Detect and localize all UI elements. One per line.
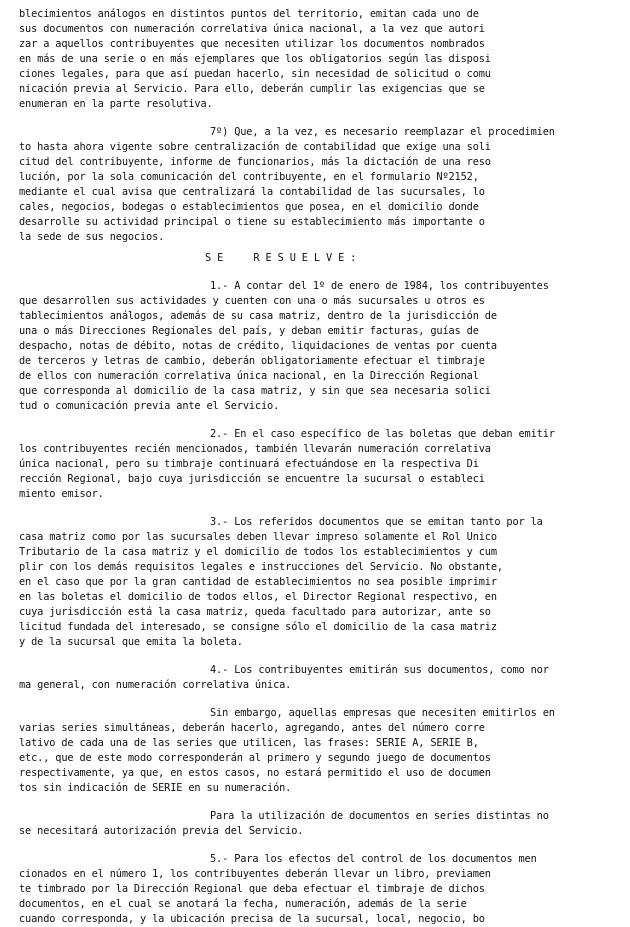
text-line: la sede de sus negocios. <box>19 231 165 243</box>
text-line: etc., que de este modo corresponderán al primero y segundo juego de documentos <box>19 752 491 764</box>
text-line: tud o comunicación previa ante el Servicio. <box>19 400 280 412</box>
text-line: se necesitará autorización previa del Servicio. <box>19 825 304 837</box>
text-line: Tributario de la casa matriz y el domicilio de todos los establecimientos y cum <box>19 546 497 558</box>
text-line: plir con los demás requisitos legales e instrucciones del Servicio. No obstante, <box>19 561 503 573</box>
text-line: tablecimientos análogos, además de su casa matriz, dentro de la jurisdicción de <box>19 310 497 322</box>
text-line: documentos, en el cual se anotará la fecha, numeración, además de la serie <box>19 898 467 910</box>
text-line: cionados en el número 1, los contribuyentes deberán llevar un libro, previamen <box>19 868 491 880</box>
text-line: sus documentos con numeración correlativa única nacional, a la vez que autori <box>19 23 485 35</box>
text-line: cales, negocios, bodegas o establecimientos que posea, en el domicilio donde <box>19 201 479 213</box>
text-line: en las boletas el domicilio de todos ellos, el Director Regional respectivo, en <box>19 591 497 603</box>
text-line: rección Regional, bajo cuya jurisdicción se encuentre la sucursal o estableci <box>19 473 485 485</box>
text-line: Para la utilización de documentos en series distintas no <box>210 810 549 822</box>
text-line: cuya jurisdicción está la casa matriz, queda facultado para autorizar, ante so <box>19 606 491 618</box>
text-line: ciones legales, para que así puedan hacerlo, sin necesidad de solicitud o comu <box>19 68 491 80</box>
text-line: una o más Direcciones Regionales del país, y deban emitir facturas, guías de <box>19 325 479 337</box>
text-line: y de la sucursal que emita la boleta. <box>19 636 243 648</box>
text-line: lución, por la sola comunicación del contribuyente, en el formulario Nº2152, <box>19 171 479 183</box>
text-line: miento emisor. <box>19 488 104 500</box>
text-line: to hasta ahora vigente sobre centralización de contabilidad que exige una soli <box>19 141 491 153</box>
text-line: 5.- Para los efectos del control de los documentos men <box>210 853 537 865</box>
text-line: tos sin indicación de SERIE en su numeración. <box>19 782 292 794</box>
text-line: te timbrado por la Dirección Regional que deba efectuar el timbraje de dichos <box>19 883 485 895</box>
text-line: 2.- En el caso específico de las boletas que deban emitir <box>210 428 555 440</box>
text-line: respectivamente, ya que, en estos casos, no estará permitido el uso de documen <box>19 767 491 779</box>
text-line: mediante el cual avisa que centralizará la contabilidad de las sucursales, lo <box>19 186 485 198</box>
text-line: zar a aquellos contribuyentes que necesiten utilizar los documentos nombrados <box>19 38 485 50</box>
text-line: 3.- Los referidos documentos que se emitan tanto por la <box>210 516 543 528</box>
text-line: única nacional, pero su timbraje continuará efectuándose en la respectiva Di <box>19 458 479 470</box>
text-line: 1.- A contar del 1º de enero de 1984, los contribuyentes <box>210 280 549 292</box>
text-line: ma general, con numeración correlativa única. <box>19 679 292 691</box>
text-line: casa matriz como por las sucursales deben llevar impreso solamente el Rol Unico <box>19 531 497 543</box>
text-line: 4.- Los contribuyentes emitirán sus documentos, como nor <box>210 664 549 676</box>
text-line: nicación previa al Servicio. Para ello, deberán cumplir las exigencias que se <box>19 83 485 95</box>
text-line: en más de una serie o en más ejemplares que los obligatorios según las disposi <box>19 53 491 65</box>
text-line: blecimientos análogos en distintos puntos del territorio, emitan cada uno de <box>19 8 479 20</box>
text-line: que corresponda al domicilio de la casa matriz, y sin que sea necesaria solici <box>19 385 491 397</box>
text-line: citud del contribuyente, informe de funcionarios, más la dictación de una reso <box>19 156 491 168</box>
text-line: de ellos con numeración correlativa única nacional, en la Dirección Regional <box>19 370 479 382</box>
text-line: licitud fundada del interesado, se consigne sólo el domicilio de la casa matriz <box>19 621 497 633</box>
text-line: Sin embargo, aquellas empresas que necesiten emitirlos en <box>210 707 555 719</box>
text-line: despacho, notas de débito, notas de crédito, liquidaciones de ventas por cuenta <box>19 340 497 352</box>
text-line: de terceros y letras de cambio, deberán obligatoriamente efectuar el timbraje <box>19 355 485 367</box>
text-line: los contribuyentes recién mencionados, también llevarán numeración correlativa <box>19 443 491 455</box>
text-line: 7º) Que, a la vez, es necesario reemplazar el procedimien <box>210 126 555 138</box>
text-line: lativo de cada una de las series que utilicen, las frases: SERIE A, SERIE B, <box>19 737 479 749</box>
text-line: cuando corresponda, y la ubicación precisa de la sucursal, local, negocio, bo <box>19 913 485 925</box>
text-line: varias series simultáneas, deberán hacerlo, agregando, antes del número corre <box>19 722 485 734</box>
text-line: que desarrollen sus actividades y cuenten con una o más sucursales u otros es <box>19 295 485 307</box>
text-line: en el caso que por la gran cantidad de establecimientos no sea posible imprimir <box>19 576 497 588</box>
text-line: desarrolle su actividad principal o tiene su establecimiento más importante o <box>19 216 485 228</box>
text-line: enumeran en la parte resolutiva. <box>19 98 213 110</box>
section-heading: S E R E S U E L V E : <box>205 252 357 264</box>
